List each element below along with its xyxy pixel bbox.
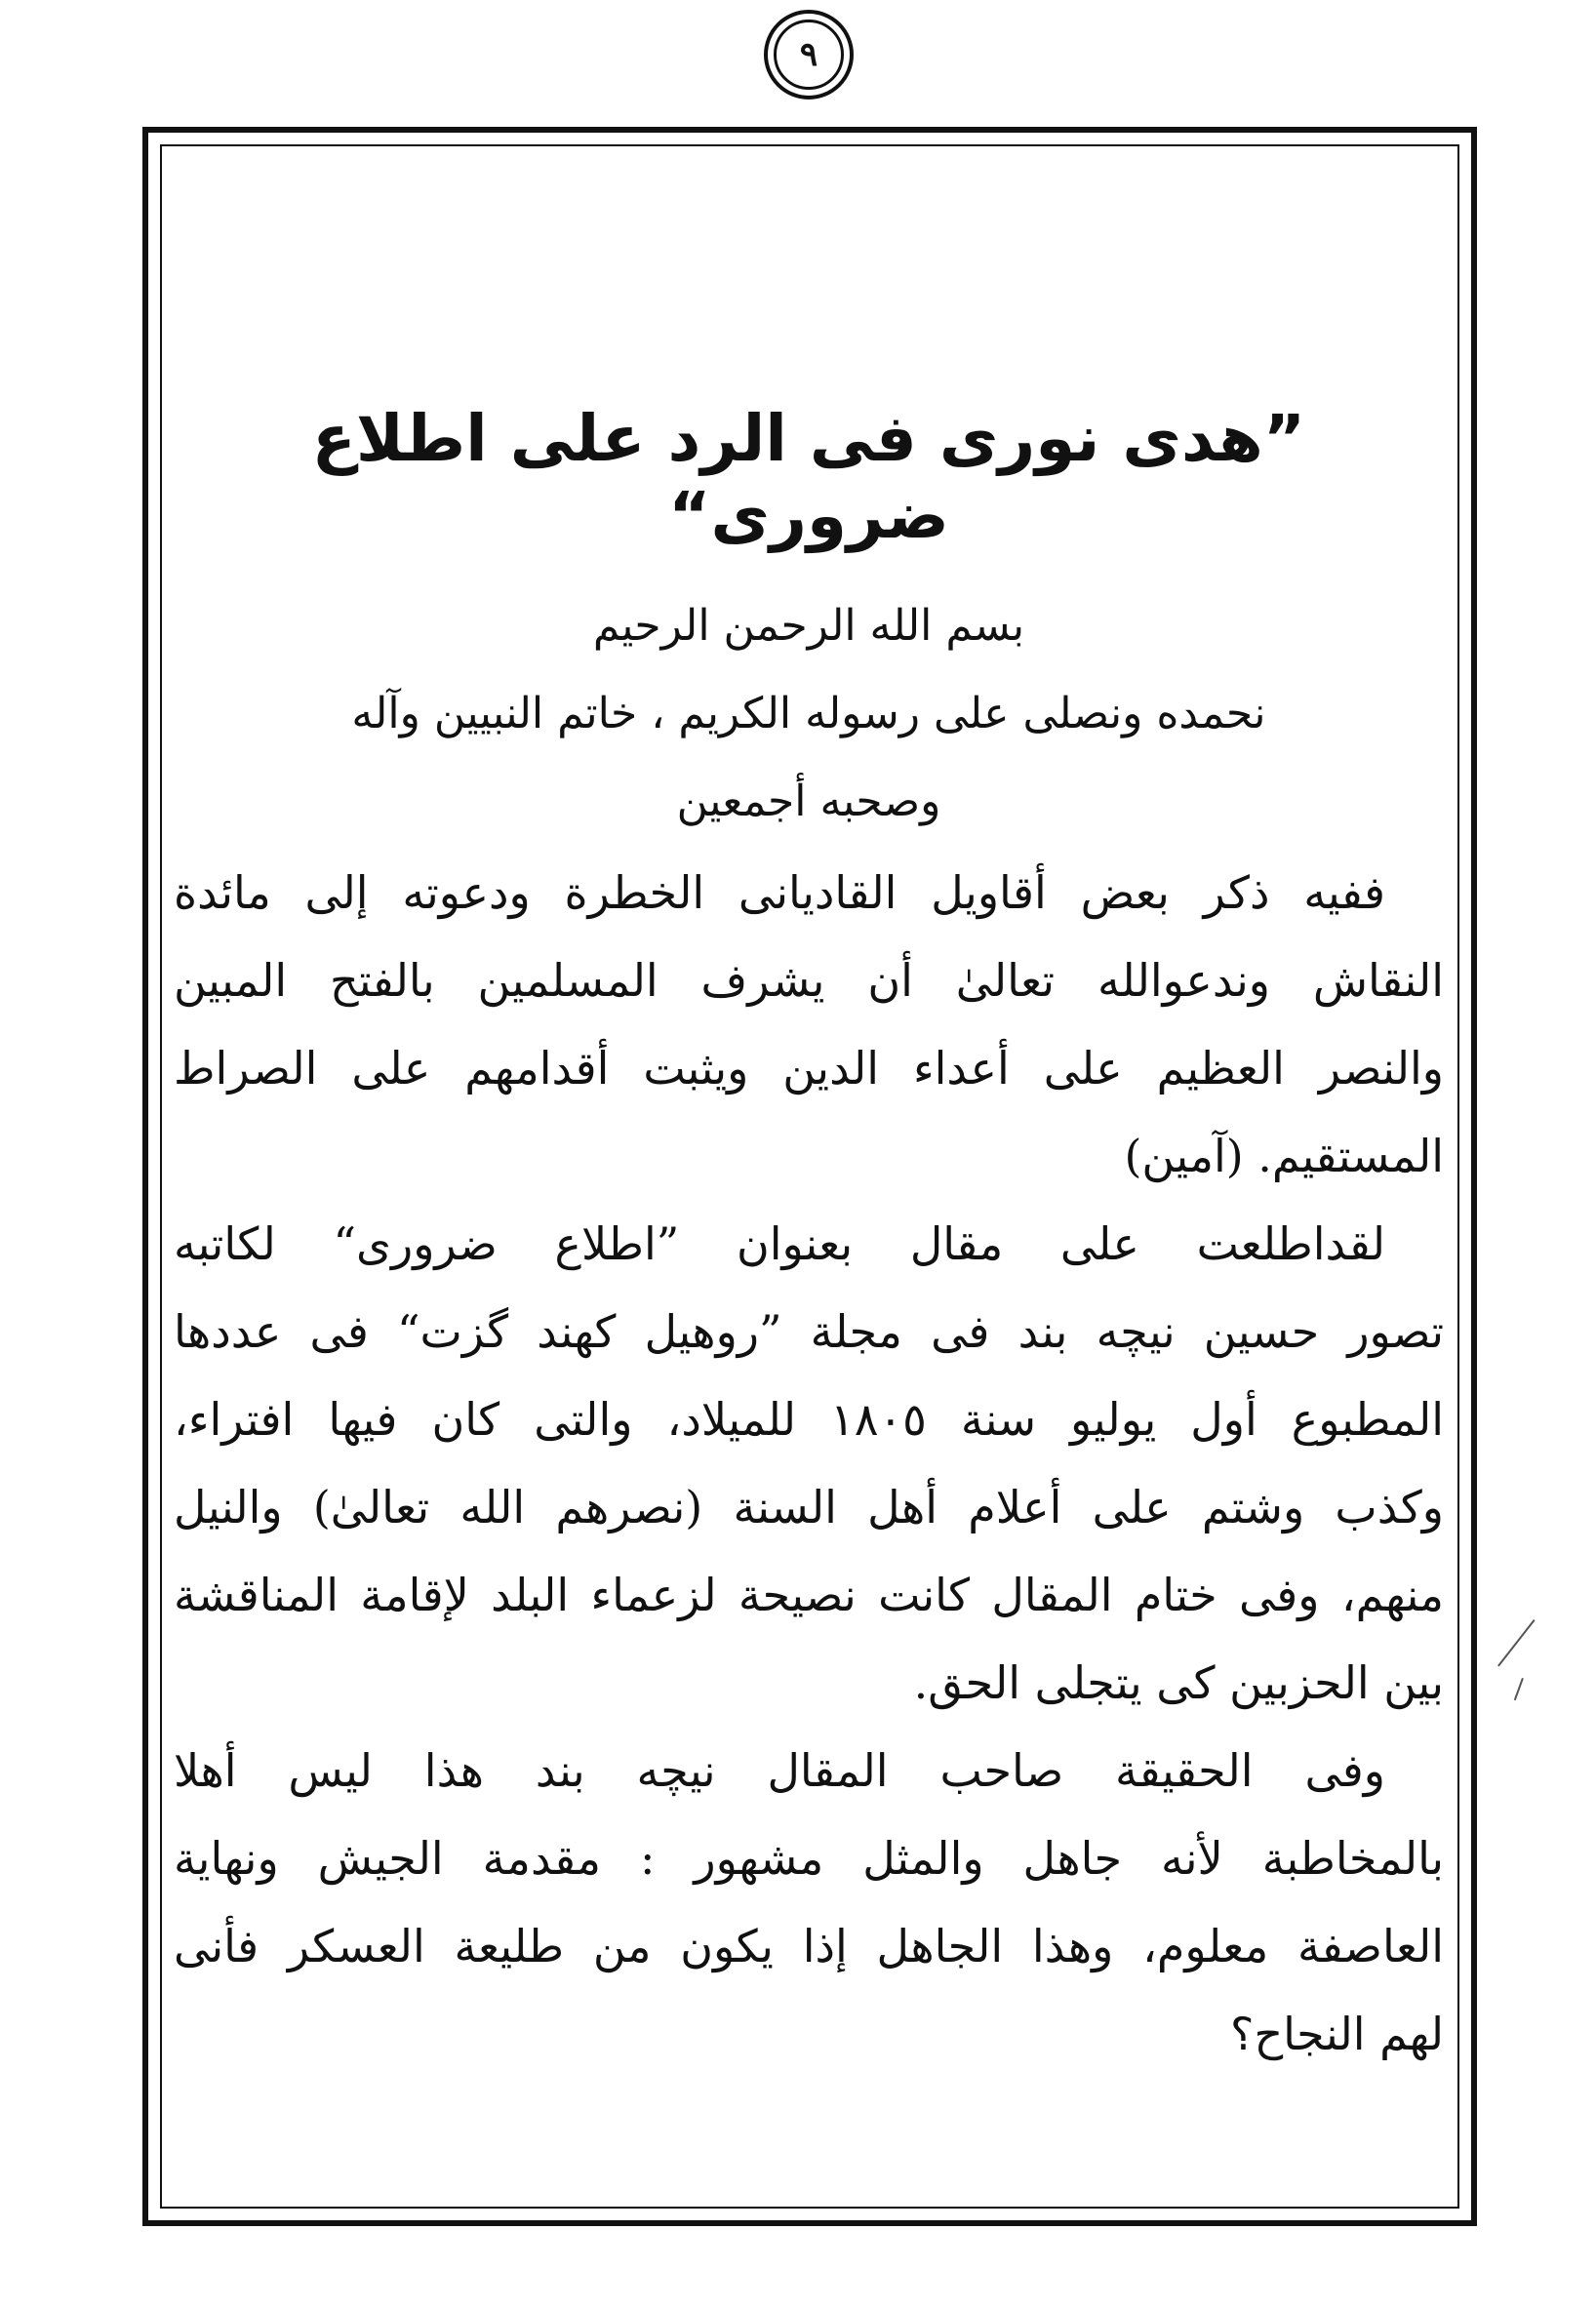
paragraph-2-line: بين الحزبين كى يتجلى الحق. [913,1656,1444,1709]
scan-mark [1497,1619,1536,1667]
page-content [174,144,1444,2203]
paragraph-1-line: والنصر العظيم على أعداء الدين ويثبت أقدامهم على الصراط [174,1042,1444,1095]
paragraph-1-line: ففيه ذكر بعض أقاويل القاديانى الخطرة ودعوته إلى مائدة [174,866,1385,919]
paragraph-3-line: العاصفة معلوم، وهذا الجاهل إذا يكون من طليعة العسكر فأنى [174,1920,1444,1972]
paragraph-3-line: لهم النجاح؟ [1230,2008,1444,2060]
basmala: بسم الله الرحمن الرحيم [592,601,1025,651]
paragraph-2-line: منهم، وفى ختام المقال كانت نصيحة لزعماء البلد لإقامة المناقشة [174,1569,1444,1621]
paragraph-2-line: المطبوع أول يوليو سنة ١٨٠٥ للميلاد، والتى كان فيها افتراء، [174,1393,1444,1446]
scan-mark [1514,1678,1524,1700]
page-number: ٩ [774,20,844,90]
paragraph-2-line: وكذب وشتم على أعلام أهل السنة (نصرهم الله تعالىٰ) والنيل [174,1481,1444,1533]
page-number-badge [764,10,854,100]
paragraph-2-line: تصور حسين نيچه بند فى مجلة ”روهيل كهند گزت“ فى عددها [174,1305,1444,1358]
page-title: ”هدى نورى فى الرد على اطلاع ضرورى“ [311,401,1306,554]
paragraph-3-line: وفى الحقيقة صاحب المقال نيچه بند هذا ليس أهلا [174,1744,1385,1797]
paragraph-2-line: لقداطلعت على مقال بعنوان ”اطلاع ضرورى“ لكاتبه [174,1217,1385,1270]
paragraph-1-line: المستقيم. (آمين) [1124,1130,1444,1182]
paragraph-1-line: النقاش وندعوالله تعالىٰ أن يشرف المسلمين بالفتح المبين [174,954,1444,1007]
paragraph-3-line: بالمخاطبة لأنه جاهل والمثل مشهور : مقدمة الجيش ونهاية [174,1832,1444,1885]
opening-line-3: وصحبه أجمعين [676,777,941,826]
opening-line-2: نحمده ونصلى على رسوله الكريم ، خاتم النبيين وآله [351,689,1266,738]
